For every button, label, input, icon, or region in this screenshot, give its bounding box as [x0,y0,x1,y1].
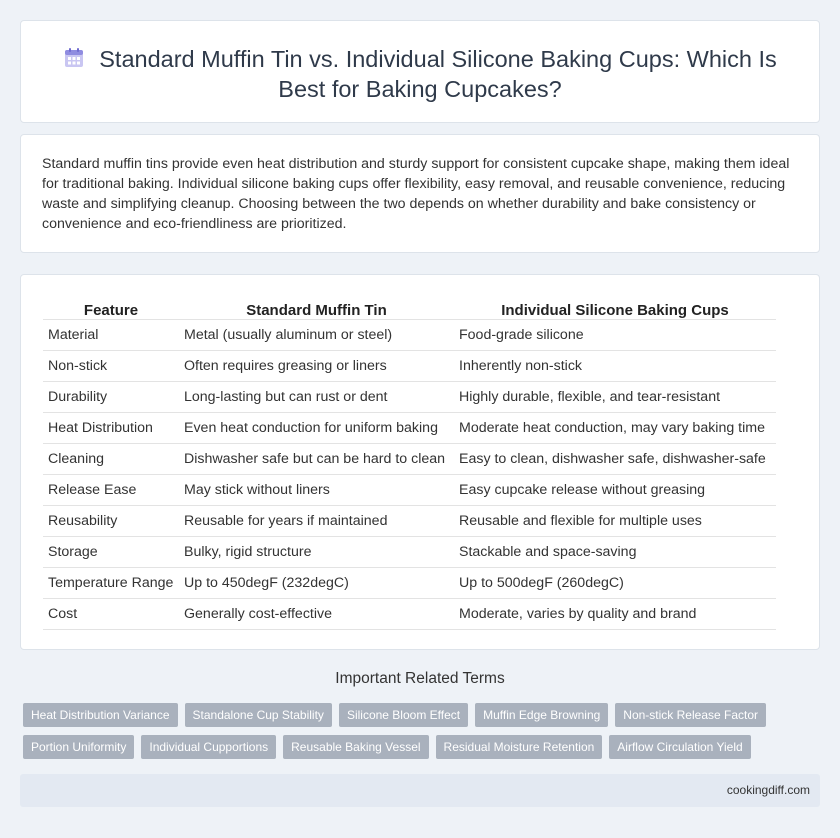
table-cell: Moderate, varies by quality and brand [454,598,776,629]
table-cell: Highly durable, flexible, and tear-resistant [454,381,776,412]
table-row [43,350,776,381]
table-cell: Long-lasting but can rust or dent [179,381,454,412]
table-row [43,598,776,629]
tag[interactable]: Heat Distribution Variance [23,703,178,727]
tag-row [23,735,803,759]
calendar-icon [63,47,85,69]
table-row [43,381,776,412]
table-cell: Generally cost-effective [179,598,454,629]
related-terms [23,703,803,767]
tag[interactable]: Airflow Circulation Yield [609,735,750,759]
table-cell: Food-grade silicone [454,319,776,350]
tag[interactable]: Silicone Bloom Effect [339,703,468,727]
table-cell: Reusability [43,505,179,536]
table-body [43,319,776,629]
table-cell: Release Ease [43,474,179,505]
table-cell: Inherently non-stick [454,350,776,381]
table-cell: Cleaning [43,443,179,474]
table-cell: Often requires greasing or liners [179,350,454,381]
comparison-table [43,297,776,630]
tag[interactable]: Residual Moisture Retention [436,735,603,759]
related-terms-title: Important Related Terms [335,670,505,687]
table-cell: Non-stick [43,350,179,381]
table-cell: Up to 500degF (260degC) [454,567,776,598]
table-row [43,505,776,536]
tag[interactable]: Portion Uniformity [23,735,134,759]
table-row [43,319,776,350]
table-cell: Up to 450degF (232degC) [179,567,454,598]
table-cell: Material [43,319,179,350]
tag[interactable]: Muffin Edge Browning [475,703,608,727]
table-cell: Metal (usually aluminum or steel) [179,319,454,350]
table-cell: Bulky, rigid structure [179,536,454,567]
tag[interactable]: Non-stick Release Factor [615,703,766,727]
table-header-row [43,297,776,319]
footer-site-link[interactable]: cookingdiff.com [726,783,810,797]
table-cell: Easy to clean, dishwasher safe, dishwasher-safe [454,443,776,474]
tag[interactable]: Individual Cupportions [141,735,276,759]
page-title: Standard Muffin Tin vs. Individual Silicone Baking Cups: Which Is Best for Baking Cupcakes? [99,46,777,102]
table-cell: Easy cupcake release without greasing [454,474,776,505]
table-cell: Durability [43,381,179,412]
tag-row [23,703,803,727]
table-cell: Heat Distribution [43,412,179,443]
footer [20,774,820,807]
table-cell: Temperature Range [43,567,179,598]
intro-card [20,134,820,253]
table-cell: Even heat conduction for uniform baking [179,412,454,443]
table-row [43,567,776,598]
tag[interactable]: Standalone Cup Stability [185,703,332,727]
table-row [43,443,776,474]
table-cell: May stick without liners [179,474,454,505]
table-row [43,412,776,443]
table-cell: Moderate heat conduction, may vary baking time [454,412,776,443]
table-cell: Storage [43,536,179,567]
table-cell: Reusable and flexible for multiple uses [454,505,776,536]
title-wrap [51,44,789,104]
intro-paragraph: Standard muffin tins provide even heat distribution and sturdy support for consistent cupcake shape, making them ideal for traditional baking. Individual silicone baking cups offer flexibility, easy removal, and reusable convenience, reducing waste and simplifying cleanup. Choosing between the two depends on whether durability and bake consistency or convenience and eco-friendliness are prioritized. [42,156,790,232]
comparison-card [20,274,820,650]
header-silicone-cups: Individual Silicone Baking Cups [454,297,776,319]
table-row [43,474,776,505]
header-feature: Feature [43,297,179,319]
table-cell: Dishwasher safe but can be hard to clean [179,443,454,474]
tag[interactable]: Reusable Baking Vessel [283,735,428,759]
table-row [43,536,776,567]
table-cell: Stackable and space-saving [454,536,776,567]
table-cell: Cost [43,598,179,629]
table-cell: Reusable for years if maintained [179,505,454,536]
title-card [20,20,820,123]
header-muffin-tin: Standard Muffin Tin [179,297,454,319]
